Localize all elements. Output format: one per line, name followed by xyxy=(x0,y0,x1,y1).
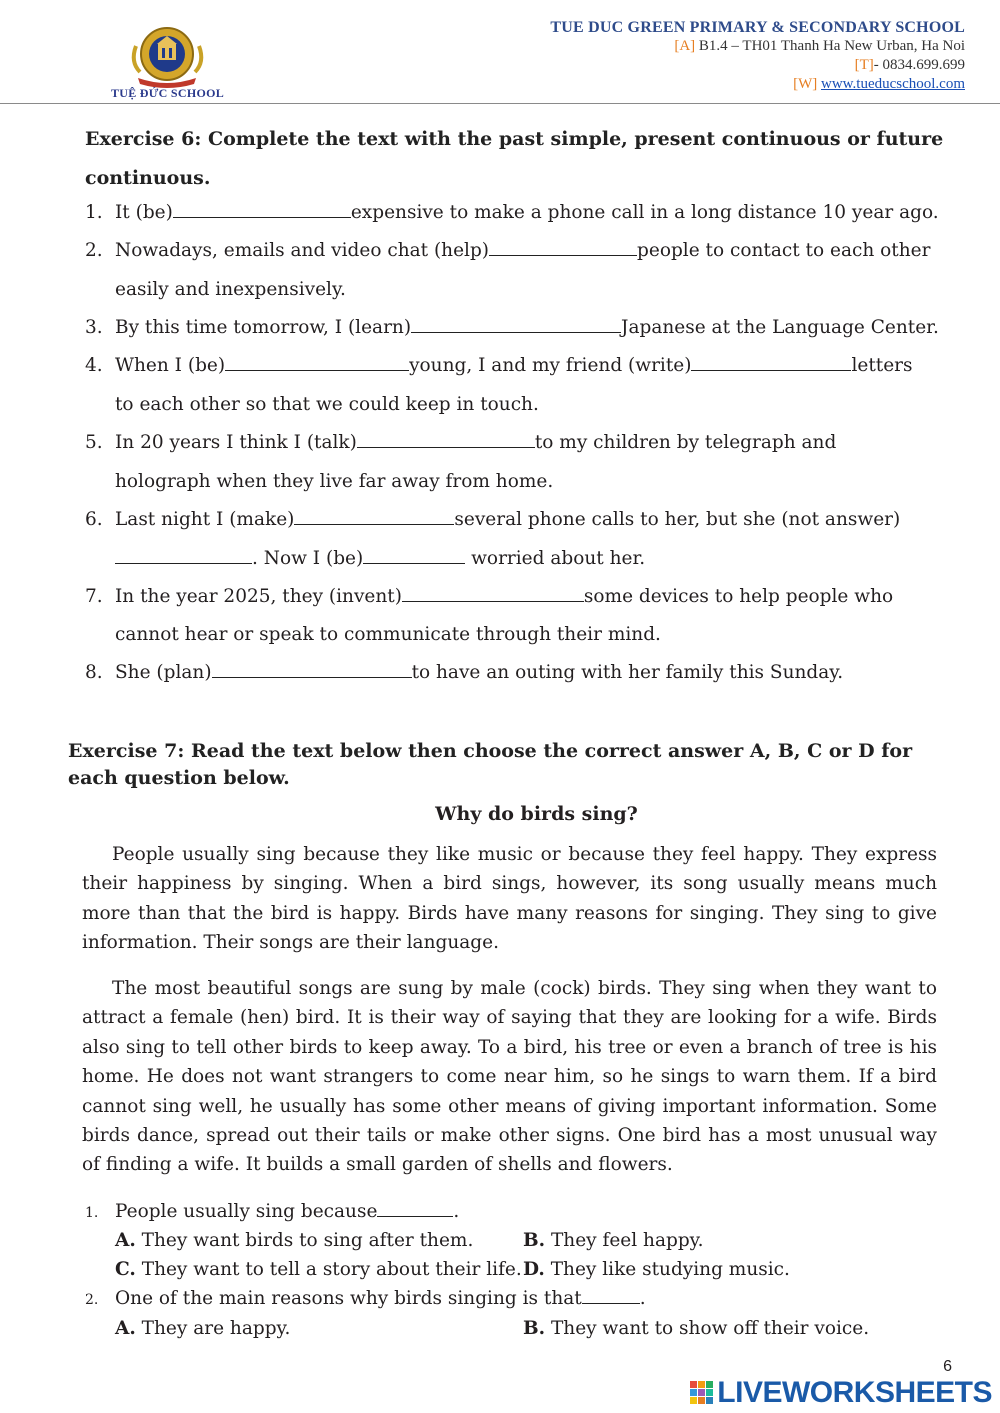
question-number: 4. xyxy=(85,355,103,376)
option-1a[interactable] xyxy=(115,1226,473,1255)
question-text: She (plan) xyxy=(115,662,212,683)
question-text: . Now I (be) xyxy=(252,548,364,569)
option-letter: C. xyxy=(115,1259,136,1280)
ex6-question-5 xyxy=(85,424,945,463)
answer-blank[interactable] xyxy=(377,1202,453,1217)
question-text: In the year 2025, they (invent) xyxy=(115,586,402,607)
question-text: Japanese at the Language Center. xyxy=(621,317,939,338)
passage-paragraph-1: People usually sing because they like music or because they feel happy. They express their happiness by singing. When a bird sings, however, its song usually means much more than that the bird is happy. Birds have many reasons for singing. They sing to give information. Their songs are their language. xyxy=(82,844,937,954)
page-number: 6 xyxy=(943,1358,952,1375)
option-letter: B. xyxy=(523,1318,546,1339)
option-1d[interactable] xyxy=(523,1255,790,1284)
school-crest-icon xyxy=(100,22,235,92)
option-1b[interactable] xyxy=(523,1226,704,1255)
question-number: 1. xyxy=(85,1205,99,1221)
question-text: Nowadays, emails and video chat (help) xyxy=(115,240,490,261)
option-2a[interactable] xyxy=(115,1314,290,1343)
question-text: several phone calls to her, but she (not answer) xyxy=(454,509,901,530)
school-name: TUE DUC GREEN PRIMARY & SECONDARY SCHOOL xyxy=(550,19,965,36)
passage-title: Why do birds sing? xyxy=(435,803,638,825)
answer-blank[interactable] xyxy=(582,1289,640,1304)
question-text: people to contact to each other xyxy=(637,240,931,261)
answer-blank[interactable] xyxy=(173,203,351,218)
question-number: 3. xyxy=(85,317,103,338)
question-text: By this time tomorrow, I (learn) xyxy=(115,317,412,338)
phone-tag: [T] xyxy=(854,57,874,73)
phone-text: - 0834.699.699 xyxy=(873,57,965,73)
website-link[interactable]: www.tueducschool.com xyxy=(821,76,965,92)
exercise-6-title: Exercise 6: Complete the text with the past simple, present continuous or future continuous. xyxy=(85,128,944,189)
question-text: to have an outing with her family this Sunday. xyxy=(411,662,844,683)
answer-blank[interactable] xyxy=(489,241,637,256)
question-number: 6. xyxy=(85,509,103,530)
passage-paragraph-2: The most beautiful songs are sung by male (cock) birds. They sing when they want to attract a female (hen) bird. It is their way of saying that they are looking for a wife. Birds also sing to tell other birds to keep away. To a bird, his tree or even a branch of tree is his home. He does not want strangers to come near him, so he sings to warn them. If a bird cannot sing well, he usually has some other means of giving important information. Some birds dance, spread out their tails or make other signs. One bird has a most unusual way of finding a wife. It builds a small garden of shells and flowers. xyxy=(82,978,937,1176)
liveworksheets-icon xyxy=(689,1380,715,1406)
option-2b[interactable] xyxy=(523,1314,869,1343)
option-letter: A. xyxy=(115,1318,136,1339)
school-phone xyxy=(550,56,965,75)
address-tag: [A] xyxy=(674,38,696,54)
school-web xyxy=(550,75,965,94)
option-letter: D. xyxy=(523,1259,545,1280)
liveworksheets-brand: LIVEWORKSHEETS xyxy=(717,1376,992,1409)
answer-blank[interactable] xyxy=(691,356,851,371)
option-text: They want to show off their voice. xyxy=(545,1318,870,1339)
ex6-question-6 xyxy=(85,501,945,540)
question-stem: One of the main reasons why birds singing is that xyxy=(115,1288,582,1309)
option-text: They want birds to sing after them. xyxy=(135,1230,474,1251)
ex7-question-2 xyxy=(85,1284,945,1315)
ex6-question-7-cont: cannot hear or speak to communicate through their mind. xyxy=(115,624,661,645)
option-text: They want to tell a story about their life. xyxy=(135,1259,522,1280)
option-letter: B. xyxy=(523,1230,546,1251)
option-letter: A. xyxy=(115,1230,136,1251)
ex6-question-6-cont xyxy=(85,540,975,579)
exercise-7-title: Exercise 7: Read the text below then choose the correct answer A, B, C or D for each question below. xyxy=(68,740,913,789)
web-tag: [W] xyxy=(793,76,818,92)
ex6-question-1 xyxy=(85,194,945,233)
option-text: They are happy. xyxy=(135,1318,291,1339)
question-number: 5. xyxy=(85,432,103,453)
answer-blank[interactable] xyxy=(115,549,252,564)
answer-blank[interactable] xyxy=(363,549,465,564)
ex7-question-1 xyxy=(85,1197,945,1228)
question-text: worried about her. xyxy=(465,548,646,569)
question-text: When I (be) xyxy=(115,355,226,376)
ex6-question-2-cont: easily and inexpensively. xyxy=(115,279,346,300)
question-text: . xyxy=(639,1288,646,1309)
answer-blank[interactable] xyxy=(402,587,584,602)
logo-text: TUỆ ĐỨC SCHOOL xyxy=(110,86,225,100)
ex6-question-8 xyxy=(85,654,945,693)
option-1c[interactable] xyxy=(115,1255,522,1284)
question-number: 2. xyxy=(85,240,103,261)
question-number: 8. xyxy=(85,662,103,683)
option-text: They like studying music. xyxy=(544,1259,790,1280)
ex6-question-7 xyxy=(85,578,945,617)
question-text: . xyxy=(453,1201,460,1222)
question-number: 1. xyxy=(85,202,103,223)
question-number: 2. xyxy=(85,1292,99,1308)
answer-blank[interactable] xyxy=(294,510,454,525)
answer-blank[interactable] xyxy=(212,663,412,678)
question-stem: People usually sing because xyxy=(115,1201,378,1222)
question-text: young, I and my friend (write) xyxy=(409,355,692,376)
answer-blank[interactable] xyxy=(225,356,409,371)
question-number: 7. xyxy=(85,586,103,607)
question-text: expensive to make a phone call in a long distance 10 year ago. xyxy=(350,202,939,223)
address-text: B1.4 – TH01 Thanh Ha New Urban, Ha Noi xyxy=(695,38,965,54)
question-text: It (be) xyxy=(115,202,173,223)
answer-blank[interactable] xyxy=(357,433,535,448)
question-text: letters xyxy=(851,355,913,376)
question-text: In 20 years I think I (talk) xyxy=(115,432,357,453)
school-contact-block xyxy=(550,18,965,94)
answer-blank[interactable] xyxy=(411,318,621,333)
ex6-question-4-cont: to each other so that we could keep in touch. xyxy=(115,394,539,415)
question-text: to my children by telegraph and xyxy=(534,432,837,453)
ex6-question-2 xyxy=(85,232,945,271)
ex6-question-3 xyxy=(85,309,945,348)
ex6-question-5-cont: holograph when they live far away from home. xyxy=(115,471,554,492)
liveworksheets-logo[interactable] xyxy=(689,1378,992,1408)
school-address xyxy=(550,37,965,56)
question-text: Last night I (make) xyxy=(115,509,295,530)
question-text: some devices to help people who xyxy=(583,586,894,607)
option-text: They feel happy. xyxy=(545,1230,704,1251)
header-divider xyxy=(0,103,1000,104)
ex6-question-4 xyxy=(85,347,945,386)
